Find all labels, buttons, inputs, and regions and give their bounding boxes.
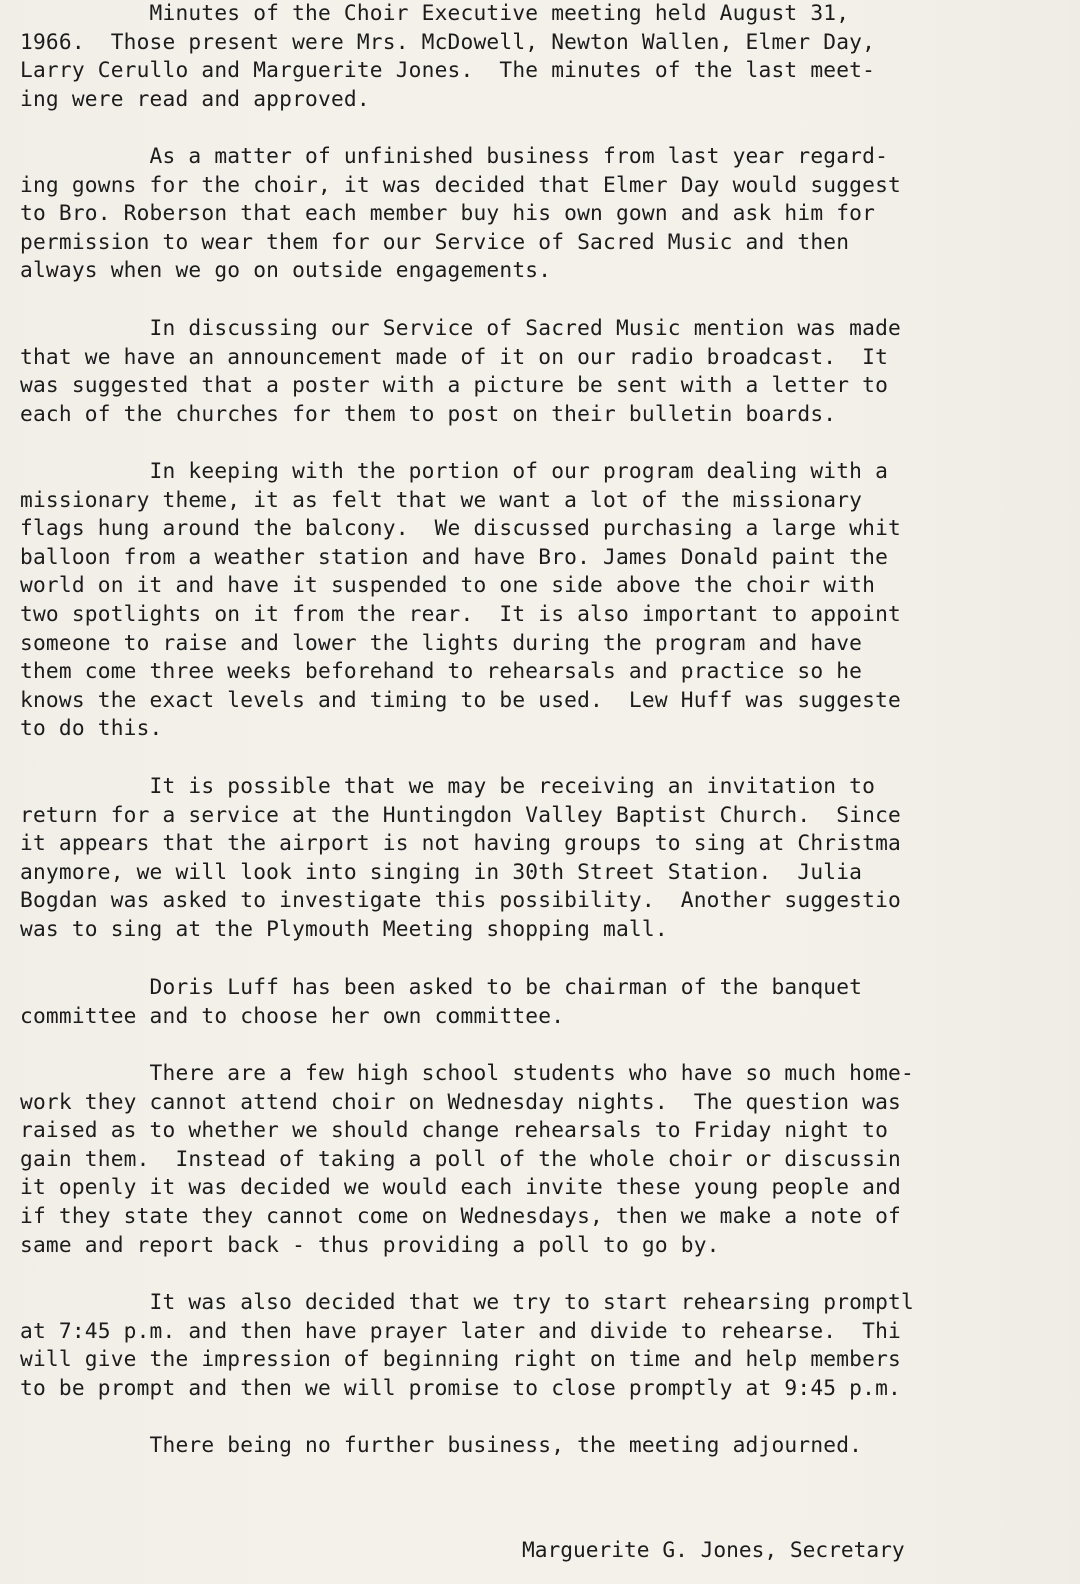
paragraph-adjournment: There being no further business, the meeting adjourned. [20, 1432, 863, 1457]
paragraph-missionary-theme: In keeping with the portion of our program dealing with a missionary theme, it as felt that we want a lot of the missionary flags hung around the balcony. We discussed purchasing a large whit balloon from a weather station and have Bro. James Donald paint the world on it and have it suspended to one side above the choir with two spotlights on it from the rear. It is also important to appoint someone to raise and lower the lights during the program and have them come three weeks beforehand to rehearsals and practice so he knows the exact levels and timing to be used. Lew Huff was suggeste to do this. [20, 458, 902, 741]
paragraph-banquet-committee: Doris Luff has been asked to be chairman of the banquet committee and to choose her own committee. [20, 974, 863, 1028]
paragraph-invitations: It is possible that we may be receiving an invitation to return for a service at the Huntingdon Valley Baptist Church. Since it appears that the airport is not having groups to sing at Christma anymore, we will look into singing in 30th Street Station. Julia Bogdan was asked to investigate this possibility. Another suggestio was to sing at the Plymouth Meeting shopping mall. [20, 773, 902, 941]
secretary-signature: Marguerite G. Jones, Secretary [522, 1537, 905, 1562]
paragraph-choir-gowns: As a matter of unfinished business from last year regard- ing gowns for the choir, it was decided that Elmer Day would suggest to Bro. Roberson that each member buy his own gown and ask him for permission to wear them for our Service of Sacred Music and then always when we go on outside engagements. [20, 143, 902, 283]
paragraph-sacred-music-publicity: In discussing our Service of Sacred Music mention was made that we have an announcement made of it on our radio broadcast. It was suggested that a poster with a picture be sent with a letter to each of the churches for them to post on their bulletin boards. [20, 315, 902, 426]
paragraph-attendance: Minutes of the Choir Executive meeting held August 31, 1966. Those present were Mrs. McDowell, Newton Wallen, Elmer Day, Larry Cerullo and Marguerite Jones. The minutes of the last meet- ing were read and approved. [20, 0, 876, 111]
paragraph-rehearsal-night: There are a few high school students who have so much home- work they cannot attend choir on Wednesday nights. The question was raised as to whether we should change rehearsals to Friday night to gain them. Instead of taking a poll of the whole choir or discussin it openly it was decided we would each invite these young people and if they state they cannot come on Wednesdays, then we make a note of same and report back - thus providing a poll to go by. [20, 1060, 914, 1257]
paragraph-rehearsal-time: It was also decided that we try to start rehearsing promptl at 7:45 p.m. and then have prayer later and divide to rehearse. Thi will give the impression of beginning right on time and help members to be prompt and then we will promise to close promptly at 9:45 p.m. [20, 1289, 914, 1400]
